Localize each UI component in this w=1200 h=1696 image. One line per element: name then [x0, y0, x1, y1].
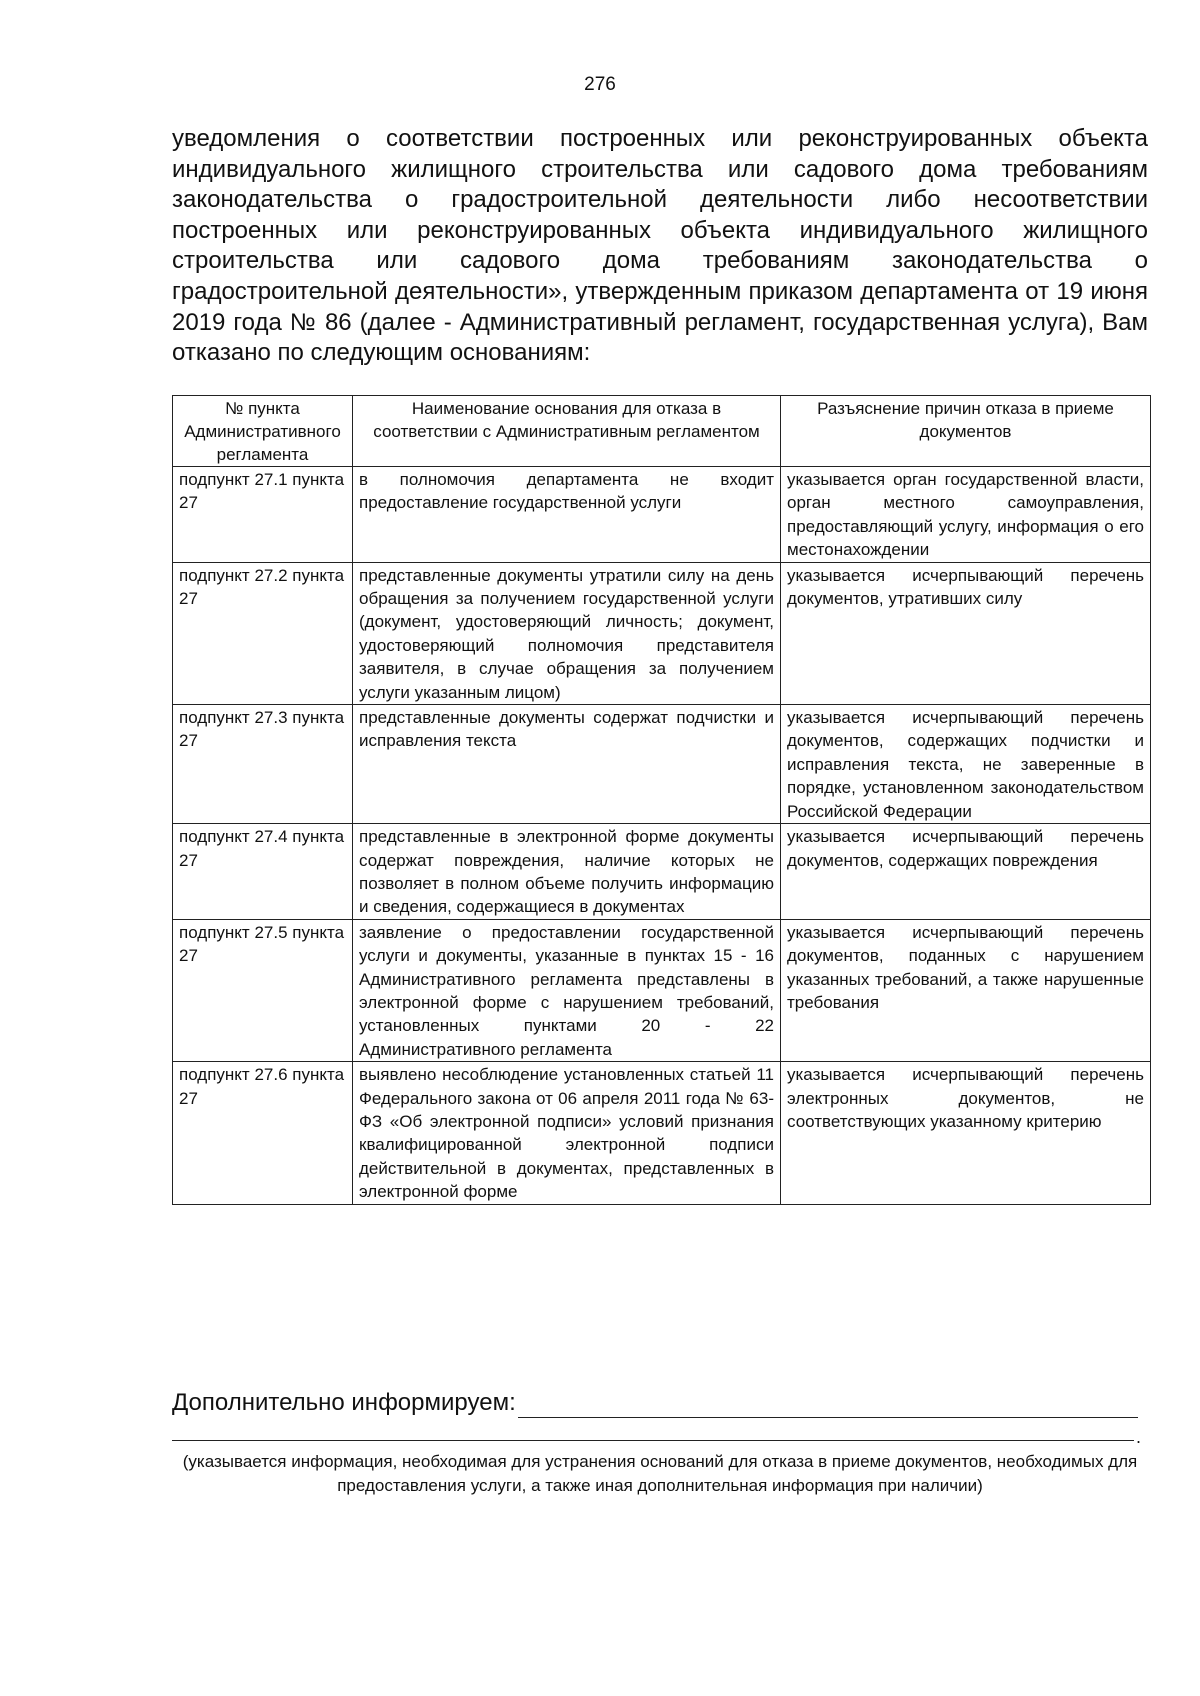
page-number: 276	[584, 74, 616, 95]
row-explanation: указывается исчерпывающий перечень документов, содержащих повреждения	[781, 824, 1151, 920]
header-point: № пункта Административного регламента	[173, 396, 353, 467]
row-explanation: указывается исчерпывающий перечень электронных документов, не соответствующих указанному критерию	[781, 1062, 1151, 1204]
header-reason: Наименование основания для отказа в соответствии с Административным регламентом	[353, 396, 781, 467]
table-row	[173, 562, 1151, 704]
row-point: подпункт 27.6 пункта 27	[173, 1062, 353, 1204]
row-point: подпункт 27.1 пункта 27	[173, 467, 353, 563]
additional-info-label: Дополнительно информируем:	[172, 1389, 516, 1416]
row-reason: представленные документы утратили силу на день обращения за получением государственной услуги (документ, удостоверяющий личность; документ, удостоверяющий полномочия представителя заявителя, в случае обращения за получением услуги указанным лицом)	[353, 562, 781, 704]
row-reason: в полномочия департамента не входит предоставление государственной услуги	[353, 467, 781, 563]
intro-paragraph: уведомления о соответствии построенных или реконструированных объекта индивидуального жилищного строительства или садового дома требованиям законодательства о градостроительной деятельности либо несоответствии построенных или реконструированных объекта индивидуального жилищного строительства или садового дома требованиям законодательства о градостроительной деятельности», утвержденным приказом департамента от 19 июня 2019 года № 86 (далее - Административный регламент, государственная услуга), Вам отказано по следующим основаниям:	[172, 125, 1148, 367]
row-explanation: указывается исчерпывающий перечень документов, поданных с нарушением указанных требований, а также нарушенные требования	[781, 919, 1151, 1061]
row-point: подпункт 27.3 пункта 27	[173, 705, 353, 824]
table-row	[173, 705, 1151, 824]
table-row	[173, 467, 1151, 563]
table-row	[173, 919, 1151, 1061]
additional-info-note: (указывается информация, необходимая для устранения оснований для отказа в приеме документов, необходимых для предоставления услуги, а также иная дополнительная информация при наличии)	[182, 1452, 1138, 1495]
refusal-reasons-table	[172, 395, 1151, 1205]
table-row	[173, 824, 1151, 920]
blank-trailing-mark: .	[1136, 1427, 1142, 1447]
row-explanation: указывается исчерпывающий перечень документов, содержащих подчистки и исправления текста, не заверенные в порядке, установленном законодательством Российской Федерации	[781, 705, 1151, 824]
additional-info-blank	[518, 1393, 1138, 1418]
header-explanation: Разъяснение причин отказа в приеме документов	[781, 396, 1151, 467]
additional-info-line	[172, 1388, 1150, 1418]
additional-info-blank-second	[172, 1438, 1134, 1441]
row-point: подпункт 27.4 пункта 27	[173, 824, 353, 920]
row-reason: представленные документы содержат подчистки и исправления текста	[353, 705, 781, 824]
row-explanation: указывается орган государственной власти, орган местного самоуправления, предоставляющий услугу, информация о его местонахождении	[781, 467, 1151, 563]
row-reason: выявлено несоблюдение установленных статьей 11 Федерального закона от 06 апреля 2011 года № 63-ФЗ «Об электронной подписи» условий признания квалифицированной электронной подписи действительной в документах, представленных в электронной форме	[353, 1062, 781, 1204]
row-point: подпункт 27.5 пункта 27	[173, 919, 353, 1061]
row-reason: представленные в электронной форме документы содержат повреждения, наличие которых не позволяет в полном объеме получить информацию и сведения, содержащиеся в документах	[353, 824, 781, 920]
table-row	[173, 1062, 1151, 1204]
row-point: подпункт 27.2 пункта 27	[173, 562, 353, 704]
row-reason: заявление о предоставлении государственной услуги и документы, указанные в пунктах 15 - 16 Административного регламента представлены в электронной форме с нарушением требований, установленных пунктами 20 - 22 Административного регламента	[353, 919, 781, 1061]
table-header-row	[173, 396, 1151, 467]
row-explanation: указывается исчерпывающий перечень документов, утративших силу	[781, 562, 1151, 704]
